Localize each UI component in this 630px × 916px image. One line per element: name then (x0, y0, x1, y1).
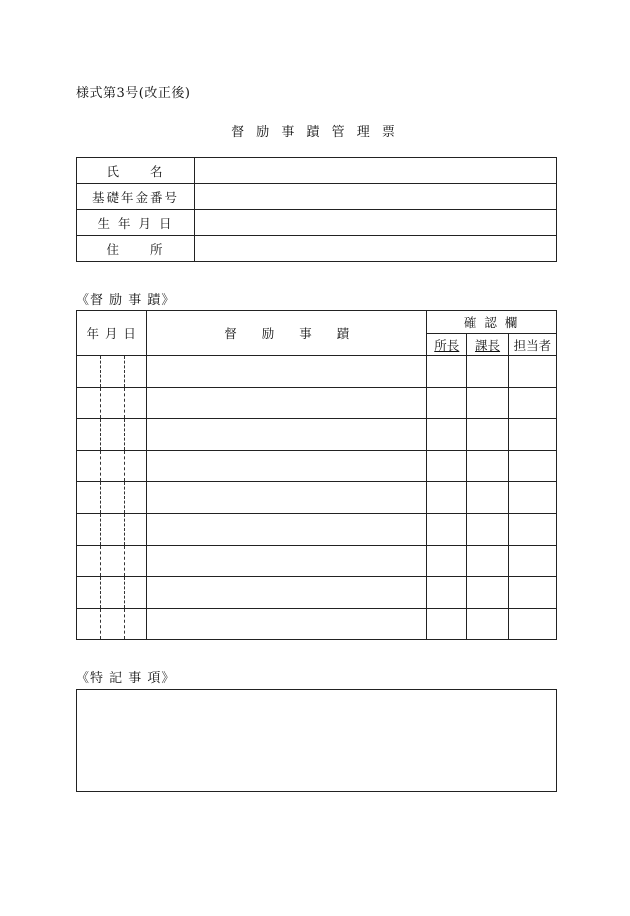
staff-confirm-cell[interactable] (508, 513, 556, 545)
record-row (77, 513, 557, 545)
record-cell[interactable] (147, 545, 427, 577)
section-chief-confirm-cell[interactable] (467, 419, 508, 451)
pension-number-field[interactable] (195, 184, 557, 210)
pension-number-row (77, 184, 557, 210)
staff-confirm-cell[interactable] (508, 577, 556, 609)
chief-confirm-cell[interactable] (427, 608, 467, 640)
date-cell[interactable] (77, 577, 147, 609)
date-divider (124, 609, 125, 640)
name-field[interactable] (195, 158, 557, 184)
staff-confirm-cell[interactable] (508, 419, 556, 451)
record-cell[interactable] (147, 419, 427, 451)
section-chief-confirm-cell[interactable] (467, 482, 508, 514)
record-header: 督 励 事 蹟 (147, 311, 427, 356)
date-divider (124, 451, 125, 482)
notes-box[interactable] (76, 689, 557, 792)
date-divider (100, 577, 101, 608)
date-divider (124, 388, 125, 419)
chief-confirm-cell[interactable] (427, 387, 467, 419)
date-cell[interactable] (77, 608, 147, 640)
pension-number-label: 基礎年金番号 (77, 184, 195, 210)
record-cell[interactable] (147, 356, 427, 388)
date-divider (100, 388, 101, 419)
date-divider (100, 419, 101, 450)
record-cell[interactable] (147, 577, 427, 609)
date-header: 年 月 日 (77, 311, 147, 356)
record-row (77, 482, 557, 514)
staff-confirm-cell[interactable] (508, 608, 556, 640)
staff-confirm-cell[interactable] (508, 387, 556, 419)
chief-header (427, 334, 467, 356)
date-divider (124, 356, 125, 387)
record-cell[interactable] (147, 387, 427, 419)
date-divider (124, 577, 125, 608)
record-row (77, 545, 557, 577)
staff-header: 担当者 (508, 334, 556, 356)
chief-confirm-cell[interactable] (427, 513, 467, 545)
chief-confirm-cell[interactable] (427, 545, 467, 577)
date-cell[interactable] (77, 545, 147, 577)
date-cell[interactable] (77, 513, 147, 545)
birthdate-row (77, 210, 557, 236)
record-row (77, 356, 557, 388)
section-chief-confirm-cell[interactable] (467, 450, 508, 482)
section-chief-confirm-cell[interactable] (467, 356, 508, 388)
date-divider (124, 419, 125, 450)
confirmation-header: 確 認 欄 (427, 311, 557, 334)
address-label: 住 所 (77, 236, 195, 262)
form-number: 様式第3号(改正後) (76, 86, 191, 101)
section-chief-header-label: 課長 (475, 337, 501, 353)
section-chief-confirm-cell[interactable] (467, 577, 508, 609)
date-divider (124, 514, 125, 545)
chief-confirm-cell[interactable] (427, 419, 467, 451)
record-row (77, 419, 557, 451)
birthdate-field[interactable] (195, 210, 557, 236)
section-chief-header (467, 334, 508, 356)
notes-section-heading: 《特 記 事 項》 (76, 671, 176, 686)
record-row (77, 387, 557, 419)
date-divider (100, 356, 101, 387)
chief-header-label: 所長 (434, 337, 460, 353)
document-title: 督 励 事 蹟 管 理 票 (231, 125, 399, 140)
date-divider (100, 546, 101, 577)
name-row (77, 158, 557, 184)
date-divider (100, 609, 101, 640)
record-cell[interactable] (147, 482, 427, 514)
date-divider (100, 482, 101, 513)
date-divider (124, 482, 125, 513)
section-chief-confirm-cell[interactable] (467, 387, 508, 419)
section-chief-confirm-cell[interactable] (467, 545, 508, 577)
record-cell[interactable] (147, 450, 427, 482)
section-chief-confirm-cell[interactable] (467, 608, 508, 640)
address-field[interactable] (195, 236, 557, 262)
records-header-row (77, 311, 557, 334)
chief-confirm-cell[interactable] (427, 450, 467, 482)
date-cell[interactable] (77, 387, 147, 419)
staff-confirm-cell[interactable] (508, 450, 556, 482)
staff-confirm-cell[interactable] (508, 545, 556, 577)
chief-confirm-cell[interactable] (427, 356, 467, 388)
date-cell[interactable] (77, 419, 147, 451)
staff-confirm-cell[interactable] (508, 356, 556, 388)
birthdate-label: 生 年 月 日 (77, 210, 195, 236)
date-cell[interactable] (77, 356, 147, 388)
date-divider (100, 514, 101, 545)
date-cell[interactable] (77, 450, 147, 482)
staff-confirm-cell[interactable] (508, 482, 556, 514)
record-row (77, 577, 557, 609)
date-divider (100, 451, 101, 482)
records-section-heading: 《督 励 事 蹟》 (76, 293, 176, 308)
records-table (76, 310, 557, 640)
address-row (77, 236, 557, 262)
personal-info-table (76, 157, 557, 262)
name-label: 氏 名 (77, 158, 195, 184)
record-cell[interactable] (147, 513, 427, 545)
section-chief-confirm-cell[interactable] (467, 513, 508, 545)
date-cell[interactable] (77, 482, 147, 514)
chief-confirm-cell[interactable] (427, 482, 467, 514)
record-row (77, 450, 557, 482)
record-cell[interactable] (147, 608, 427, 640)
record-row (77, 608, 557, 640)
chief-confirm-cell[interactable] (427, 577, 467, 609)
date-divider (124, 546, 125, 577)
